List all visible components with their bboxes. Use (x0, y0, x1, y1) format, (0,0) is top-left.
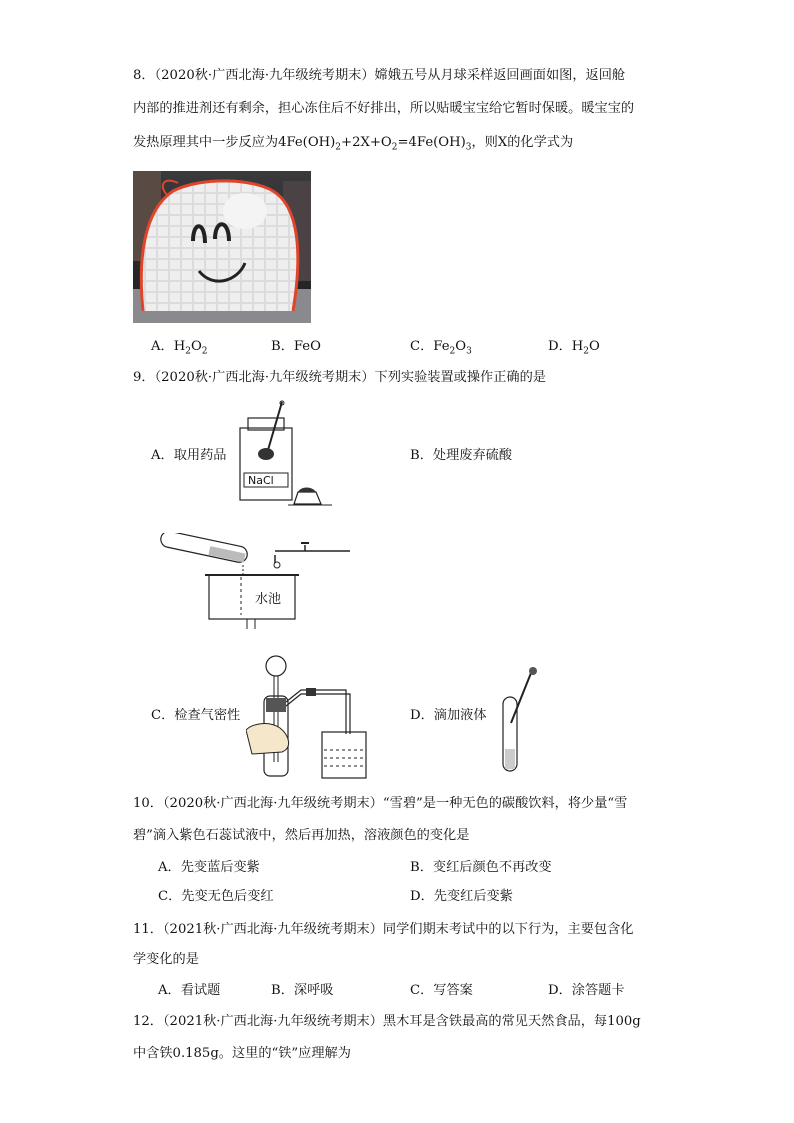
q10-option-a: A．先变蓝后变紫 (158, 860, 260, 875)
q10-option-b: B．变红后颜色不再改变 (410, 860, 552, 875)
q8-line-3-prefix: 发热原理其中一步反应为 (133, 135, 279, 150)
q8-option-c: C．$Fe_2O_3$ (410, 339, 472, 357)
q9-option-a: A．取用药品 (151, 448, 227, 463)
q8-line-1: 8．（2020秋·广西北海·九年级统考期末）嫦娥五号从月球采样返回画面如图，返回舱 (133, 68, 626, 83)
q8-option-d: D．$H_2O$ (548, 339, 600, 357)
q8-equation: $4Fe(OH)_2+2X+O_2=4Fe(OH)_3$ (278, 135, 472, 153)
q8-line-3-suffix: ，则X的化学式为 (471, 135, 574, 150)
q9-line-1: 9．（2020秋·广西北海·九年级统考期末）下列实验装置或操作正确的是 (133, 370, 546, 385)
q8-line-2: 内部的推进剂还有剩余，担心冻住后不好排出，所以贴暖宝宝给它暂时保暖。暖宝宝的 (133, 101, 635, 116)
q11-option-a: A．看试题 (158, 983, 221, 998)
q11-line-2: 学变化的是 (133, 952, 199, 967)
nacl-label: NaCl (248, 474, 274, 487)
figure-sink-disposal (155, 533, 355, 633)
q10-option-c: C．先变无色后变红 (158, 889, 274, 904)
q10-option-d: D．先变红后变紫 (410, 889, 513, 904)
change5-return-capsule-photo (133, 171, 311, 323)
q10-line-1: 10．（2020秋·广西北海·九年级统考期末）“雪碧”是一种无色的碳酸饮料，将少量“雪 (133, 796, 628, 811)
q12-line-2: 中含铁0.185g。这里的“铁”应理解为 (133, 1046, 351, 1061)
sink-label: 水池 (255, 592, 282, 607)
q12-line-1: 12．（2021秋·广西北海·九年级统考期末）黑木耳是含铁最高的常见天然食品，每100g (133, 1014, 641, 1029)
q9-option-b: B．处理废弃硫酸 (410, 448, 513, 463)
q11-option-c: C．写答案 (410, 983, 473, 998)
q8-option-b: B．FeO (271, 339, 321, 354)
figure-dropper (493, 663, 543, 775)
q9-option-c: C．检查气密性 (151, 708, 241, 723)
q11-line-1: 11．（2021秋·广西北海·九年级统考期末）同学们期末考试中的以下行为，主要包含化 (133, 922, 634, 937)
q9-option-d: D．滴加液体 (410, 708, 487, 723)
q8-line-3 (133, 134, 573, 152)
figure-airtightness-check (246, 652, 386, 782)
q10-line-2: 碧”滴入紫色石蕊试液中，然后再加热，溶液颜色的变化是 (133, 828, 470, 843)
q11-option-b: B．深呼吸 (271, 983, 334, 998)
q11-option-d: D．涂答题卡 (548, 983, 625, 998)
figure-reagent-bottle (226, 400, 366, 510)
q8-option-a: A．$H_2O_2$ (151, 339, 208, 357)
